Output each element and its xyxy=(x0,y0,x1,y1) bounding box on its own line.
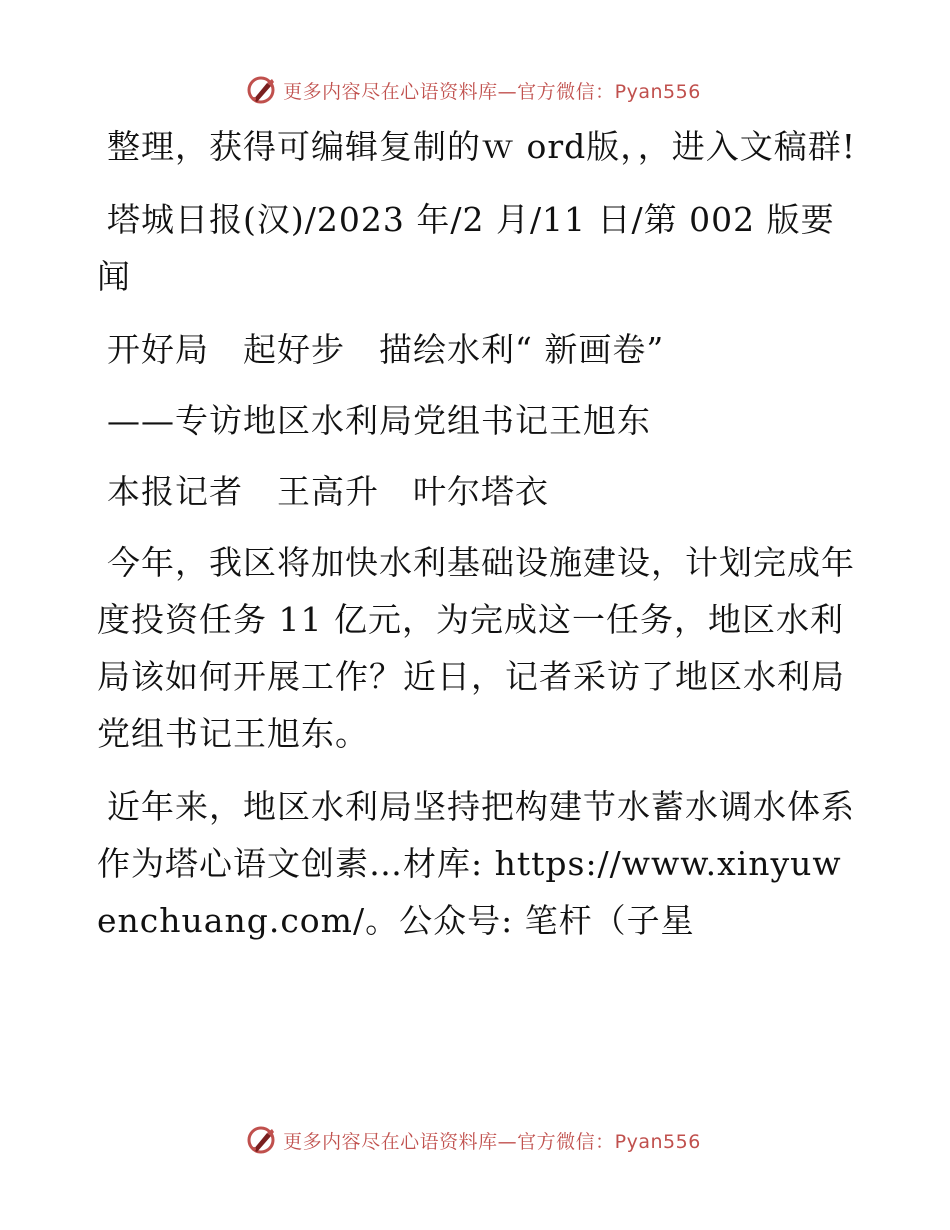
header-banner-text: 更多内容尽在心语资料库—官方微信：Pyan556 xyxy=(283,80,701,103)
body-paragraph-1: 今年，我区将加快水利基础设施建设，计划完成年度投资任务 11 亿元，为完成这一任务，地区水利局该如何开展工作？近日，记者采访了地区水利局党组书记王旭东。 xyxy=(97,543,855,753)
intro-paragraph: 整理，获得可编辑复制的ｗ ord版，，进入文稿群! xyxy=(107,127,857,166)
document-body xyxy=(97,118,857,965)
footer-watermark-banner xyxy=(0,1120,950,1160)
source-line: 塔城日报(汉)/2023 年/2 月/11 日/第 002 版要闻 xyxy=(97,200,835,296)
byline: 本报记者 王高升 叶尔塔衣 xyxy=(107,472,549,511)
footer-banner-text: 更多内容尽在心语资料库—官方微信：Pyan556 xyxy=(283,1130,701,1153)
article-subtitle: ——专访地区水利局党组书记王旭东 xyxy=(107,401,651,440)
body-paragraph-2: 近年来，地区水利局坚持把构建节水蓄水调水体系作为塔心语文创素…材库: https://www.xinyuwenchuang.com/。公众号: 笔杆（子星 xyxy=(97,787,855,940)
pen-nib-circle-logo-icon xyxy=(245,1124,277,1156)
pen-nib-circle-logo-icon xyxy=(245,74,277,106)
article-title: 开好局 起好步 描绘水利“ 新画卷” xyxy=(107,330,665,369)
header-watermark-banner xyxy=(0,70,950,110)
